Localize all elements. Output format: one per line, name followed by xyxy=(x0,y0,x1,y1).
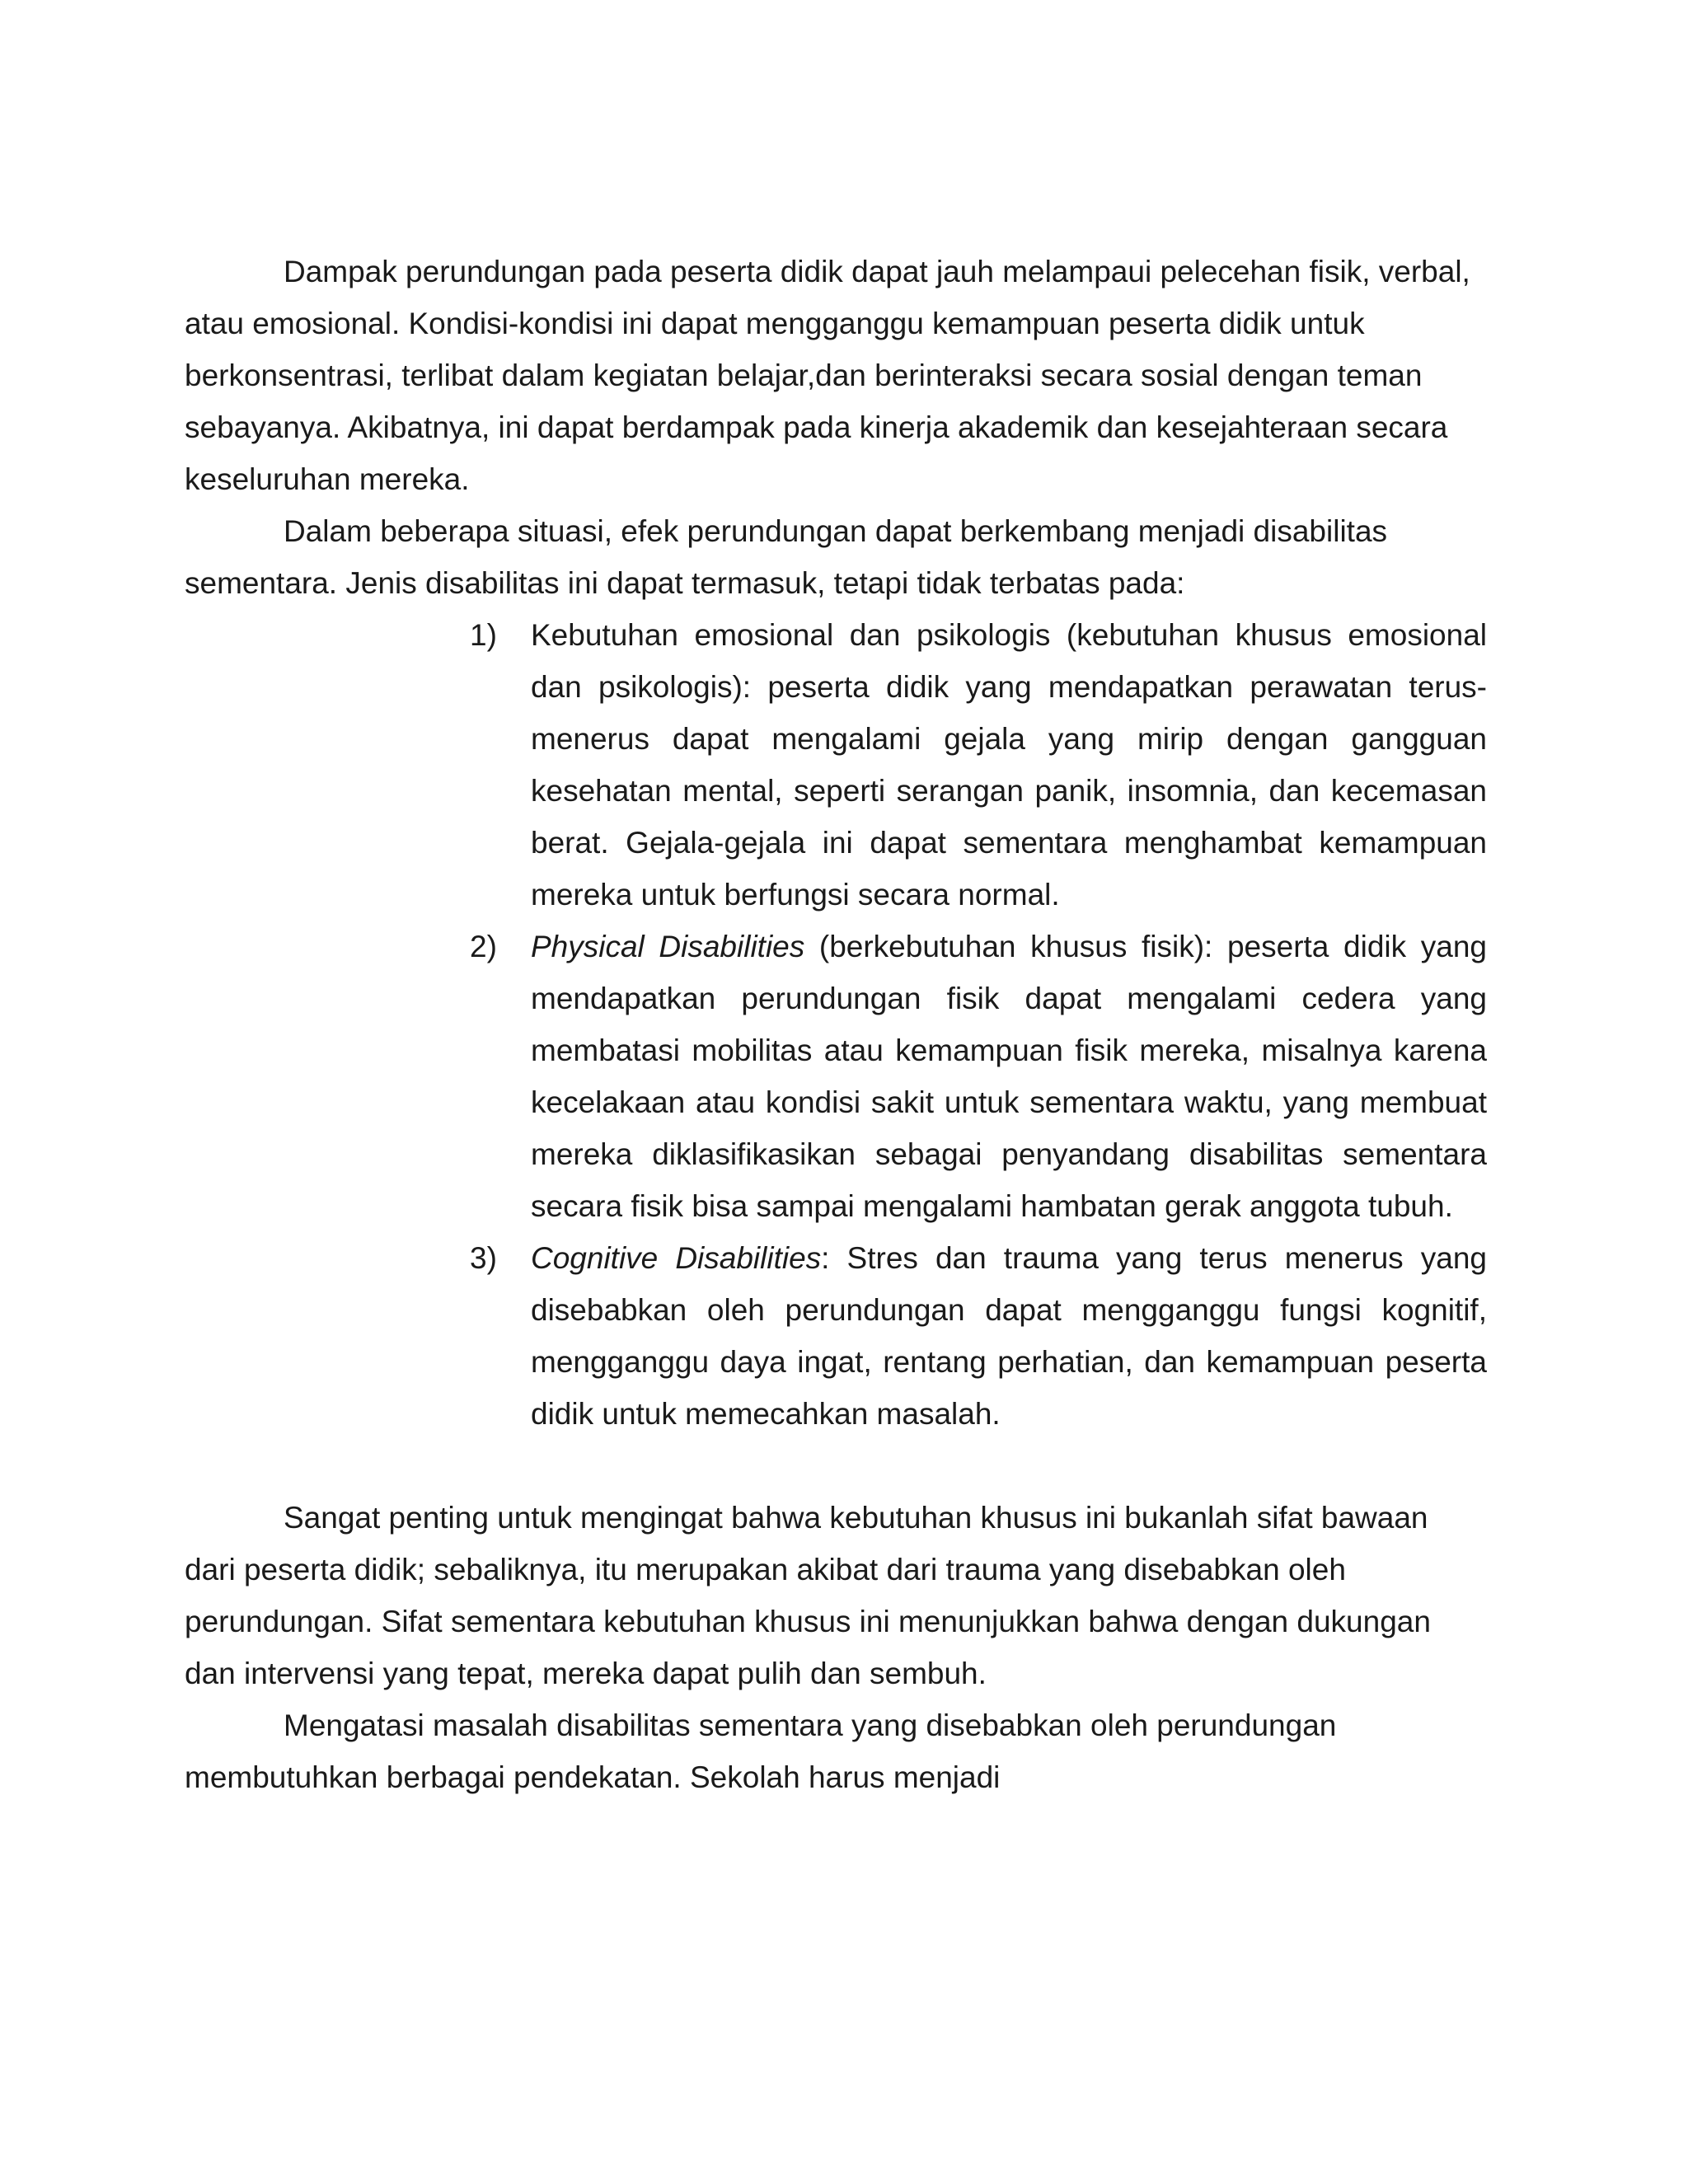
paragraph-addressing: Mengatasi masalah disabilitas sementara yang disebabkan oleh perundungan membutuhkan berbagai pendekatan. Sekolah harus menjadi xyxy=(185,1708,1337,1794)
list-item-term: Physical Disabilities xyxy=(531,930,805,963)
list-item xyxy=(470,921,1487,1232)
paragraph-temporary-disability: Dalam beberapa situasi, efek perundungan dapat berkembang menjadi disabilitas sementara. Jenis disabilitas ini dapat termasuk, tetapi tidak terbatas pada: xyxy=(185,514,1388,600)
list-item-number: 1) xyxy=(470,618,497,652)
disability-list xyxy=(185,609,1487,1440)
list-item-text: (berkebutuhan khusus fisik): peserta didik yang mendapatkan perundungan fisik dapat mengalami cedera yang membatasi mobilitas atau kemampuan fisik mereka, misalnya karena kecelakaan atau kondisi sakit untuk sementara waktu, yang membuat mereka diklasifikasikan sebagai penyandang disabilitas sementara secara fisik bisa sampai mengalami hambatan gerak anggota tubuh. xyxy=(531,930,1487,1223)
document-body xyxy=(185,246,1487,1803)
list-item xyxy=(470,1232,1487,1440)
list-item-number: 2) xyxy=(470,930,497,963)
paragraph-gap xyxy=(185,1440,1487,1492)
paragraph-impact: Dampak perundungan pada peserta didik dapat jauh melampaui pelecehan fisik, verbal, atau emosional. Kondisi-kondisi ini dapat mengganggu kemampuan peserta didik untuk berkonsentrasi, terlibat dalam kegiatan belajar,dan berinteraksi secara sosial dengan teman sebayanya. Akibatnya, ini dapat berdampak pada kinerja akademik dan kesejahteraan secara keseluruhan mereka. xyxy=(185,255,1470,496)
list-item-text: : Stres dan trauma yang terus menerus yang disebabkan oleh perundungan dapat mengganggu fungsi kognitif, mengganggu daya ingat, rentang perhatian, dan kemampuan peserta didik untuk memecahkan masalah. xyxy=(531,1241,1487,1431)
list-item xyxy=(470,609,1487,921)
list-item-text: Kebutuhan emosional dan psikologis (kebutuhan khusus emosional dan psikologis): peserta didik yang mendapatkan perawatan terus-menerus dapat mengalami gejala yang mirip dengan gangguan kesehatan mental, seperti serangan panik, insomnia, dan kecemasan berat. Gejala-gejala ini dapat sementara menghambat kemampuan mereka untuk berfungsi secara normal. xyxy=(531,618,1487,912)
list-item-term: Cognitive Disabilities xyxy=(531,1241,822,1275)
paragraph-important-note: Sangat penting untuk mengingat bahwa kebutuhan khusus ini bukanlah sifat bawaan dari peserta didik; sebaliknya, itu merupakan akibat dari trauma yang disebabkan oleh perundungan. Sifat sementara kebutuhan khusus ini menunjukkan bahwa dengan dukungan dan intervensi yang tepat, mereka dapat pulih dan sembuh. xyxy=(185,1501,1431,1690)
list-item-number: 3) xyxy=(470,1241,497,1275)
